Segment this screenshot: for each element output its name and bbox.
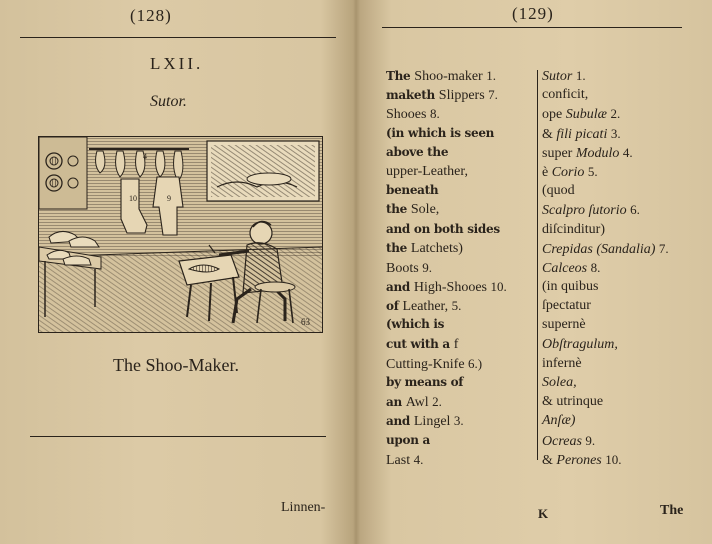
english-text-segment: f xyxy=(453,336,459,352)
plate-number: 63 xyxy=(301,317,310,327)
english-text-line xyxy=(386,373,536,392)
latin-text-segment: 3. xyxy=(610,125,621,141)
english-text-segment: above the xyxy=(386,144,449,159)
latin-text-segment: conficit, xyxy=(542,87,589,103)
latin-text-segment: Solea, xyxy=(542,375,577,390)
lesson-number: LXII. xyxy=(150,54,204,73)
latin-text-line xyxy=(542,335,702,354)
english-text-segment: 5. xyxy=(451,298,462,314)
latin-text-segment: 5. xyxy=(587,163,598,179)
latin-text-segment: 6. xyxy=(630,202,640,218)
latin-text-segment: Modulo xyxy=(575,145,623,161)
latin-text-segment: 9. xyxy=(585,432,596,448)
english-text-line xyxy=(386,296,536,315)
left-page-number: (128) xyxy=(130,6,172,25)
latin-text-segment: 7. xyxy=(658,240,669,256)
right-header-rule xyxy=(382,27,682,28)
latin-text-segment: Sutor xyxy=(542,69,576,84)
english-text-segment: Sole, xyxy=(410,202,440,218)
label-9: 9 xyxy=(167,194,171,203)
latin-text-segment: diſcinditur) xyxy=(542,221,605,237)
english-text-segment: 3. xyxy=(453,413,464,429)
english-text-segment: the xyxy=(386,202,411,217)
latin-text-line xyxy=(542,104,702,123)
latin-text-segment: (quod xyxy=(542,183,575,199)
english-text-line xyxy=(386,104,536,123)
english-text-line xyxy=(386,354,536,373)
english-text-segment: and on both sides xyxy=(386,221,500,236)
english-text-segment: and xyxy=(386,414,414,429)
latin-text-line xyxy=(542,315,702,334)
latin-text-line xyxy=(542,124,702,143)
english-text-line xyxy=(386,220,536,239)
latin-text-line xyxy=(542,392,702,411)
latin-text-segment: & utrinque xyxy=(542,394,604,410)
latin-text-segment: 4. xyxy=(622,144,633,160)
right-page-number: (129) xyxy=(512,4,554,23)
left-footer-rule xyxy=(30,436,326,437)
latin-text-line xyxy=(542,181,702,200)
english-text-segment: of xyxy=(386,299,403,314)
english-text-segment: Boots xyxy=(386,260,423,276)
latin-text-line xyxy=(542,258,702,277)
english-text-segment: 10. xyxy=(490,279,507,295)
english-text-segment: Cutting-Knife xyxy=(386,356,469,372)
english-text-segment: beneath xyxy=(386,183,439,198)
english-text-line xyxy=(386,335,536,354)
english-text-line xyxy=(386,450,536,469)
english-text-segment: (in which is seen xyxy=(386,125,495,140)
english-text-segment: maketh xyxy=(386,88,439,103)
english-text-segment: High-Shooes xyxy=(413,280,491,296)
latin-text-line xyxy=(542,200,702,219)
english-text-segment: 6.) xyxy=(468,355,483,371)
english-text-line xyxy=(386,258,536,277)
english-text-segment: (which is xyxy=(386,317,445,332)
english-text-segment: cut with a xyxy=(386,336,454,351)
english-text-segment: 1. xyxy=(486,68,496,83)
english-text-line xyxy=(386,143,536,162)
latin-text-segment: & xyxy=(542,126,557,142)
latin-text-segment: ope xyxy=(542,107,566,123)
english-text-line xyxy=(386,411,536,430)
latin-text-segment: 10. xyxy=(605,451,622,467)
english-text-segment: Shooes xyxy=(386,107,430,123)
english-text-line xyxy=(386,315,536,334)
latin-text-line xyxy=(542,373,702,392)
latin-text-segment: Corio xyxy=(551,164,588,180)
latin-title: Sutor. xyxy=(150,93,187,110)
latin-text-segment: super xyxy=(542,145,576,161)
english-text-segment: 7. xyxy=(488,87,498,103)
english-text-segment: Lingel xyxy=(413,414,454,430)
english-text-segment: Last xyxy=(386,452,414,468)
english-text-column xyxy=(386,66,536,469)
english-text-segment: The xyxy=(386,69,415,83)
latin-text-line xyxy=(542,162,702,181)
latin-text-segment: 1. xyxy=(575,68,586,83)
english-text-segment: 4. xyxy=(413,451,424,467)
latin-text-segment: Perones xyxy=(556,452,606,468)
label-4: 4 xyxy=(143,152,147,161)
english-text-segment: upon a xyxy=(386,432,430,447)
latin-text-segment: 8. xyxy=(590,259,601,275)
english-text-segment: 9. xyxy=(422,259,432,275)
latin-text-line xyxy=(542,450,702,469)
english-text-segment: Leather, xyxy=(402,299,452,315)
english-text-segment: Awl xyxy=(405,395,433,411)
latin-text-segment: Calceos xyxy=(542,260,591,276)
english-text-line xyxy=(386,124,536,143)
english-text-segment: 8. xyxy=(429,106,440,122)
latin-text-segment: è xyxy=(542,164,552,180)
english-text-segment: Slippers xyxy=(438,88,489,104)
english-text-line xyxy=(386,181,536,200)
english-text-segment: upper-Leather, xyxy=(386,163,468,179)
latin-text-line xyxy=(542,66,702,85)
latin-text-segment: 2. xyxy=(610,106,621,122)
latin-text-line xyxy=(542,354,702,373)
latin-text-segment: Subulæ xyxy=(565,107,611,123)
english-text-line xyxy=(386,277,536,296)
latin-text-segment: Scalpro ſutorio xyxy=(542,203,631,219)
latin-text-segment: & xyxy=(542,452,557,468)
english-text-line xyxy=(386,239,536,258)
english-text-segment: Shoo-maker xyxy=(414,69,487,84)
left-header-rule xyxy=(20,37,336,38)
english-text-line xyxy=(386,66,536,85)
right-catchword: The xyxy=(660,503,684,518)
latin-text-segment: Obſtragulum, xyxy=(542,336,618,352)
latin-text-line xyxy=(542,239,702,258)
left-catchword: Linnen- xyxy=(281,500,326,515)
latin-text-line xyxy=(542,143,702,162)
latin-text-line xyxy=(542,296,702,315)
latin-text-line xyxy=(542,411,702,430)
latin-text-line xyxy=(542,431,702,450)
latin-text-segment: Ocreas xyxy=(542,433,586,449)
english-text-segment: Latchets) xyxy=(410,240,463,256)
label-10: 10 xyxy=(129,194,137,203)
column-divider xyxy=(537,70,538,460)
latin-text-segment: fili picati xyxy=(556,126,611,142)
latin-text-segment: Anſæ) xyxy=(542,413,576,429)
latin-text-line xyxy=(542,220,702,239)
shoemaker-engraving xyxy=(38,136,323,333)
english-text-line xyxy=(386,431,536,450)
english-text-segment: 2. xyxy=(432,394,442,410)
latin-text-segment: ſpectatur xyxy=(542,298,591,314)
english-title: The Shoo-Maker. xyxy=(113,355,239,375)
english-text-line xyxy=(386,200,536,219)
english-text-line xyxy=(386,85,536,104)
latin-text-line xyxy=(542,85,702,104)
signature-mark: K xyxy=(538,506,549,521)
latin-text-line xyxy=(542,277,702,296)
english-text-segment: an xyxy=(386,395,406,410)
latin-text-segment: (in quibus xyxy=(542,279,599,295)
english-text-line xyxy=(386,162,536,181)
english-text-line xyxy=(386,392,536,411)
latin-text-segment: infernè xyxy=(542,355,582,371)
english-text-segment: the xyxy=(386,240,411,255)
latin-text-segment: Crepidas (Sandalia) xyxy=(542,241,659,257)
english-text-segment: by means of xyxy=(386,375,464,389)
latin-text-column xyxy=(542,66,702,469)
english-text-segment: and xyxy=(386,280,414,295)
latin-text-segment: supernè xyxy=(542,317,586,333)
